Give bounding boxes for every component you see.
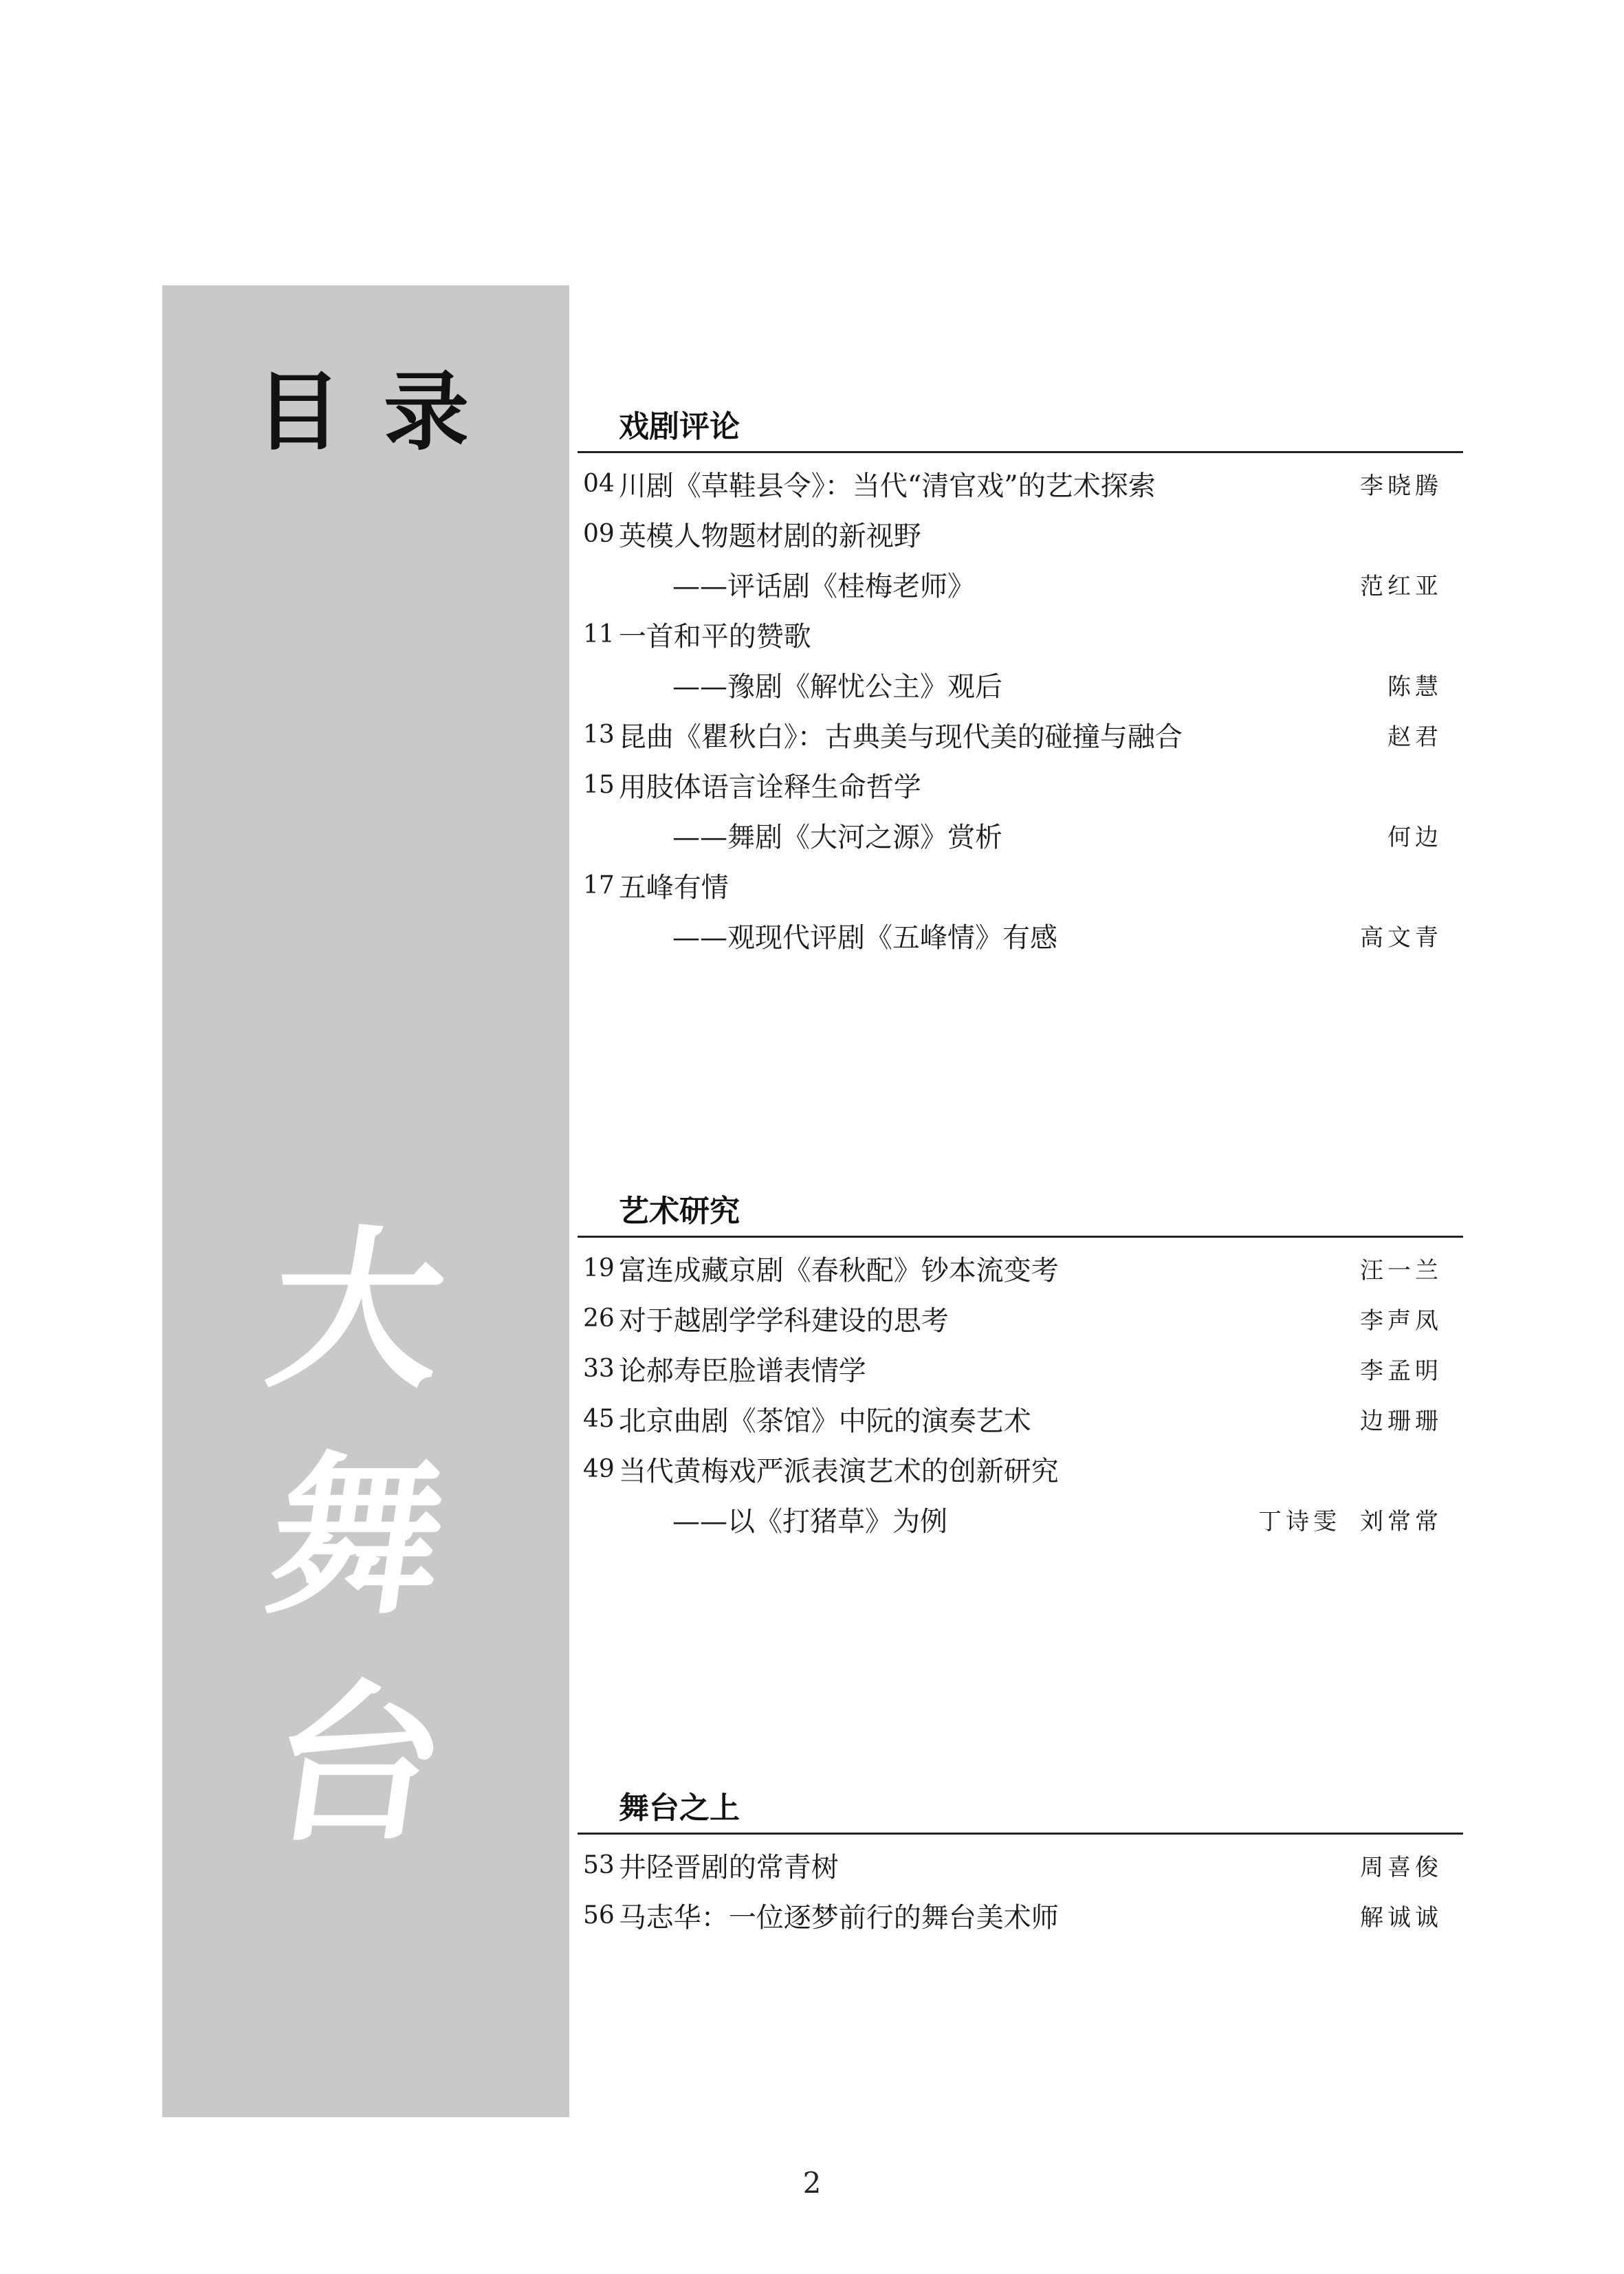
entry-title: 马志华：一位逐梦前行的舞台美术师 — [618, 1902, 1059, 1934]
section-title: 舞台之上 — [619, 1791, 740, 1826]
entry-page: 17 — [583, 871, 615, 899]
entry-author: 边珊珊 — [1360, 1408, 1442, 1435]
entry-title: 英模人物题材剧的新视野 — [618, 521, 921, 552]
toc-entry[interactable] — [578, 1293, 1463, 1344]
entry-author: 陈慧 — [1387, 673, 1442, 701]
entry-page: 33 — [583, 1355, 615, 1383]
toc-entry[interactable] — [578, 609, 1463, 659]
entry-author: 赵君 — [1387, 723, 1442, 751]
toc-entry[interactable] — [578, 509, 1463, 559]
toc-entry[interactable] — [578, 710, 1463, 760]
page-number: 2 — [802, 2166, 822, 2200]
toc-entry-subtitle[interactable] — [578, 559, 1463, 609]
toc-entry[interactable] — [578, 1243, 1463, 1293]
entry-subtitle: ——以《打猪草》为例 — [672, 1506, 947, 1538]
entry-page: 45 — [583, 1405, 615, 1433]
entry-author: 刘常常 — [1360, 1508, 1442, 1535]
entry-author: 李晓腾 — [1360, 472, 1442, 500]
toc-entry[interactable] — [578, 1840, 1463, 1890]
entry-title: 昆曲《瞿秋白》：古典美与现代美的碰撞与融合 — [618, 721, 1183, 753]
entry-author: 李孟明 — [1360, 1357, 1442, 1385]
entry-page: 09 — [583, 520, 615, 548]
entry-page: 53 — [583, 1851, 615, 1879]
entry-title: 五峰有情 — [618, 872, 729, 904]
entry-page: 49 — [583, 1455, 615, 1483]
entry-page: 56 — [583, 1901, 615, 1929]
toc-entry[interactable] — [578, 1444, 1463, 1494]
entry-title: 论郝寿臣脸谱表情学 — [618, 1355, 866, 1387]
entry-author: 何边 — [1387, 824, 1442, 851]
toc-entry[interactable] — [578, 459, 1463, 509]
entry-subtitle: ——舞剧《大河之源》赏析 — [672, 822, 1002, 853]
toc-heading: 目录 — [256, 362, 512, 462]
brand-char: 大 — [257, 1209, 458, 1411]
entry-page: 13 — [583, 721, 615, 749]
entry-subtitle: ——评话剧《桂梅老师》 — [672, 571, 975, 602]
section-on-stage — [578, 1784, 1463, 1940]
brand-char: 台 — [257, 1663, 458, 1865]
entry-title: 用肢体语言诠释生命哲学 — [618, 772, 921, 803]
entry-author: 解诚诚 — [1360, 1904, 1442, 1932]
toc-entry-subtitle[interactable] — [578, 659, 1463, 710]
section-drama-review — [578, 403, 1463, 961]
brand-calligraphy — [257, 1196, 458, 1877]
toc-entry[interactable] — [578, 760, 1463, 810]
entry-title: 富连成藏京剧《春秋配》钞本流变考 — [618, 1255, 1059, 1287]
entry-page: 19 — [583, 1254, 615, 1282]
entry-author: 李声凤 — [1360, 1307, 1442, 1335]
entry-page: 15 — [583, 771, 615, 799]
section-title: 戏剧评论 — [619, 409, 740, 444]
entry-subtitle: ——豫剧《解忧公主》观后 — [672, 671, 1002, 703]
entry-author: 汪一兰 — [1360, 1257, 1442, 1284]
entry-page: 04 — [583, 470, 615, 498]
toc-entry[interactable] — [578, 1344, 1463, 1394]
entry-author: 高文青 — [1360, 924, 1442, 952]
entry-title: 北京曲剧《茶馆》中阮的演奏艺术 — [618, 1406, 1031, 1437]
toc-entry-subtitle[interactable] — [578, 910, 1463, 961]
toc-entry[interactable] — [578, 1394, 1463, 1444]
entry-page: 26 — [583, 1304, 615, 1333]
entry-author: 范红亚 — [1360, 573, 1442, 600]
toc-entry-subtitle[interactable] — [578, 810, 1463, 860]
entry-title: 川剧《草鞋县令》：当代“清官戏”的艺术探索 — [618, 470, 1156, 502]
entry-title: 一首和平的赞歌 — [618, 621, 811, 653]
toc-entry[interactable] — [578, 860, 1463, 910]
entry-author-first: 丁诗雯 — [1258, 1508, 1341, 1535]
entry-subtitle: ——观现代评剧《五峰情》有感 — [672, 922, 1057, 954]
toc-entry-subtitle[interactable] — [578, 1494, 1463, 1544]
brand-char: 舞 — [257, 1436, 458, 1638]
entry-title: 对于越剧学学科建设的思考 — [618, 1305, 949, 1337]
entry-title: 井陉晋剧的常青树 — [618, 1852, 839, 1883]
section-title: 艺术研究 — [619, 1194, 740, 1229]
entry-title: 当代黄梅戏严派表演艺术的创新研究 — [618, 1456, 1059, 1487]
entry-author: 周喜俊 — [1360, 1854, 1442, 1881]
toc-entry[interactable] — [578, 1890, 1463, 1940]
entry-page: 11 — [583, 620, 615, 648]
section-art-research — [578, 1188, 1463, 1544]
